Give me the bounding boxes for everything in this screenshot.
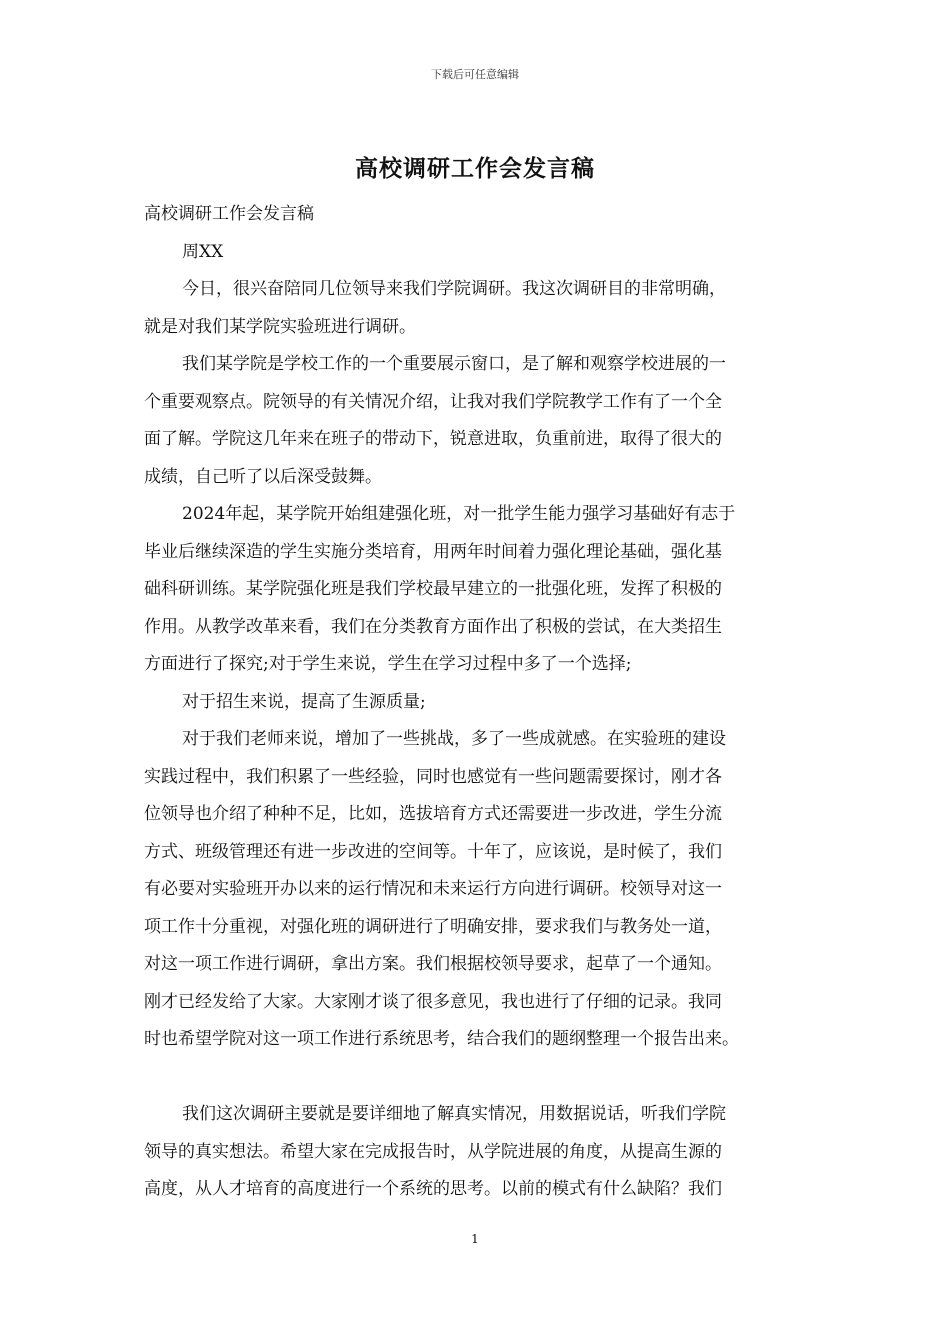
paragraph-line: 成绩，自己听了以后深受鼓舞。 [144, 466, 382, 487]
document-title: 高校调研工作会发言稿 [355, 155, 595, 182]
subtitle-line: 高校调研工作会发言稿 [144, 204, 314, 224]
paragraph-line: 作用。从教学改革来看，我们在分类教育方面作出了积极的尝试，在大类招生 [144, 616, 722, 637]
paragraph-line: 方式、班级管理还有进一步改进的空间等。十年了，应该说，是时候了，我们 [144, 841, 722, 862]
paragraph-gap [144, 1059, 818, 1097]
paragraph-line: 领导的真实想法。希望大家在完成报告时，从学院进展的角度，从提高生源的 [144, 1141, 722, 1162]
paragraph-line: 个重要观察点。院领导的有关情况介绍，让我对我们学院教学工作有了一个全 [144, 391, 722, 412]
paragraph-line: 时也希望学院对这一项工作进行系统思考，结合我们的题纲整理一个报告出来。 [144, 1029, 739, 1049]
paragraph-line: 就是对我们某学院实验班进行调研。 [144, 316, 416, 337]
paragraph-line: 我们这次调研主要就是要详细地了解真实情况，用数据说话，听我们学院 [182, 1104, 726, 1124]
paragraph-line: 对于我们老师来说，增加了一些挑战，多了一些成就感。在实验班的建设 [182, 729, 726, 749]
paragraph-line: 今日，很兴奋陪同几位领导来我们学院调研。我这次调研目的非常明确， [182, 279, 726, 299]
paragraph-line: 刚才已经发给了大家。大家刚才谈了很多意见，我也进行了仔细的记录。我同 [144, 991, 722, 1012]
paragraph-line: 础科研训练。某学院强化班是我们学校最早建立的一批强化班，发挥了积极的 [144, 579, 722, 599]
paragraph-line: 面了解。学院这几年来在班子的带动下，锐意进取，负重前进，取得了很大的 [144, 429, 722, 449]
paragraph-line: 方面进行了探究;对于学生来说，学生在学习过程中多了一个选择; [144, 654, 632, 674]
paragraph-line: 我们某学院是学校工作的一个重要展示窗口，是了解和观察学校进展的一 [182, 354, 726, 374]
paragraph-line: 2024年起，某学院开始组建强化班，对一批学生能力强学习基础好有志于 [182, 504, 736, 524]
paragraph-line: 有必要对实验班开办以来的运行情况和未来运行方向进行调研。校领导对这一 [144, 879, 722, 899]
page-header-note: 下载后可任意编辑 [431, 68, 519, 81]
document-body [144, 196, 818, 1209]
paragraph-line: 实践过程中，我们积累了一些经验，同时也感觉有一些问题需要探讨，刚才各 [144, 766, 722, 787]
paragraph-line: 毕业后继续深造的学生实施分类培育，用两年时间着力强化理论基础，强化基 [144, 541, 722, 562]
paragraph-line: 项工作十分重视，对强化班的调研进行了明确安排，要求我们与教务处一道， [144, 916, 722, 937]
author-line: 周XX [182, 241, 224, 262]
paragraph-line: 对这一项工作进行调研，拿出方案。我们根据校领导要求，起草了一个通知。 [144, 954, 722, 974]
paragraph-line: 高度，从人才培育的高度进行一个系统的思考。以前的模式有什么缺陷？我们 [144, 1179, 722, 1199]
paragraph-line: 对于招生来说，提高了生源质量; [182, 691, 426, 712]
page-number: 1 [471, 1232, 479, 1246]
paragraph-line: 位领导也介绍了种种不足，比如，选拔培育方式还需要进一步改进，学生分流 [144, 804, 722, 824]
